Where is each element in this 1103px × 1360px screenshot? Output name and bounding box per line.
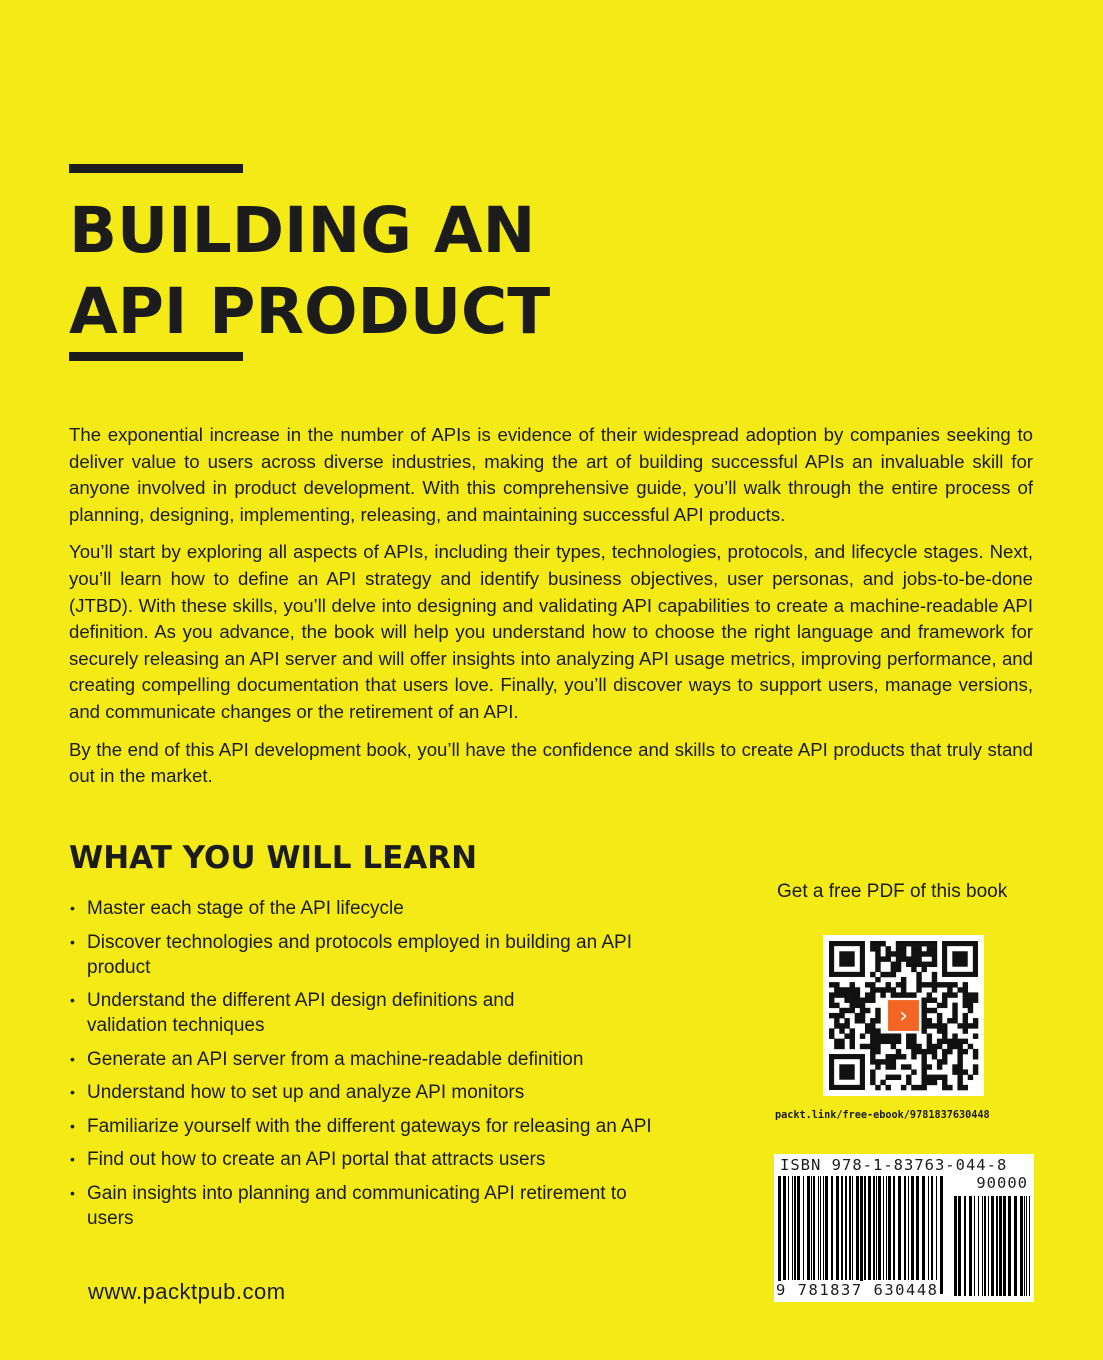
- bullet-icon: •: [70, 1050, 75, 1067]
- svg-text:›: ›: [899, 1003, 908, 1029]
- learn-heading: WHAT YOU WILL LEARN: [69, 840, 478, 876]
- bullet-icon: •: [70, 900, 75, 916]
- learn-item: [69, 1080, 739, 1105]
- learn-item-text: Familiarize yourself with the different gateways for releasing an API: [87, 1115, 652, 1137]
- free-pdf-label: Get a free PDF of this book: [777, 881, 1008, 902]
- bullet-icon: •: [70, 1184, 75, 1201]
- learn-item-text: Understand the different API design definitions and validation techniques: [87, 990, 515, 1036]
- learn-item-text: Generate an API server from a machine-readable definition: [87, 1048, 584, 1070]
- bullet-icon: •: [70, 992, 75, 1008]
- isbn-number: ISBN 978-1-83763-044-8: [780, 1156, 1008, 1174]
- price-code: 90000: [976, 1174, 1028, 1192]
- learn-item: [69, 1114, 739, 1139]
- ean-number: 9 781837 630448: [776, 1281, 939, 1299]
- description-paragraph: By the end of this API development book, you’ll have the confidence and skills to create API products that truly stand out in the market.: [69, 738, 1033, 787]
- website-link[interactable]: www.packtpub.com: [88, 1279, 286, 1304]
- qr-code-graphic: [823, 935, 984, 1096]
- book-title: [69, 190, 550, 352]
- learn-item-text: Discover technologies and protocols employed in building an API product: [87, 931, 632, 978]
- bullet-icon: •: [70, 1117, 75, 1134]
- learn-item: [69, 988, 739, 1038]
- bullet-icon: •: [70, 1151, 75, 1167]
- qr-code-icon[interactable]: [823, 935, 984, 1096]
- learn-item: [69, 1047, 739, 1072]
- learn-list: [69, 896, 739, 1239]
- learn-item: [69, 930, 739, 980]
- learn-item: [69, 1181, 739, 1231]
- description-paragraph: You’ll start by exploring all aspects of APIs, including their types, technologies, protocols, and lifecycle stages. Next, you’ll learn how to define an API strategy and identify business objectives, user personas, and jobs-to-be-done (JTBD). With these skills, you’ll delve into designing and validating API capabilities to create a machine-readable API definition. As you advance, the book will help you understand how to choose the right language and framework for securely releasing an API server and will offer insights into analyzing API usage metrics, improving performance, and creating compelling documentation that users love. Finally, you’ll discover ways to support users, manage versions, and communicate changes or the retirement of an API.: [69, 541, 1033, 722]
- learn-item-text: Find out how to create an API portal that attracts users: [87, 1149, 546, 1170]
- bottom-rule: [69, 352, 243, 361]
- title-line-1: BUILDING AN: [69, 194, 536, 267]
- bullet-icon: •: [70, 1084, 75, 1100]
- learn-item-text: Master each stage of the API lifecycle: [87, 898, 404, 919]
- learn-item-text: Gain insights into planning and communicating API retirement to users: [87, 1182, 627, 1229]
- bullet-icon: •: [70, 933, 75, 950]
- learn-item-text: Understand how to set up and analyze API monitors: [87, 1082, 525, 1103]
- free-ebook-url[interactable]: packt.link/free-ebook/9781837630448: [775, 1110, 990, 1121]
- learn-item: [69, 896, 739, 921]
- book-description: [69, 422, 1033, 801]
- isbn-barcode: [774, 1154, 1034, 1302]
- description-paragraph: The exponential increase in the number of APIs is evidence of their widespread adoption by companies seeking to deliver value to users across diverse industries, making the art of building successful APIs an invaluable skill for anyone involved in product development. With this comprehensive guide, you’ll walk through the entire process of planning, designing, implementing, releasing, and maintaining successful API products.: [69, 424, 1033, 525]
- top-rule: [69, 164, 243, 173]
- learn-item: [69, 1147, 739, 1172]
- title-line-2: API PRODUCT: [69, 275, 551, 348]
